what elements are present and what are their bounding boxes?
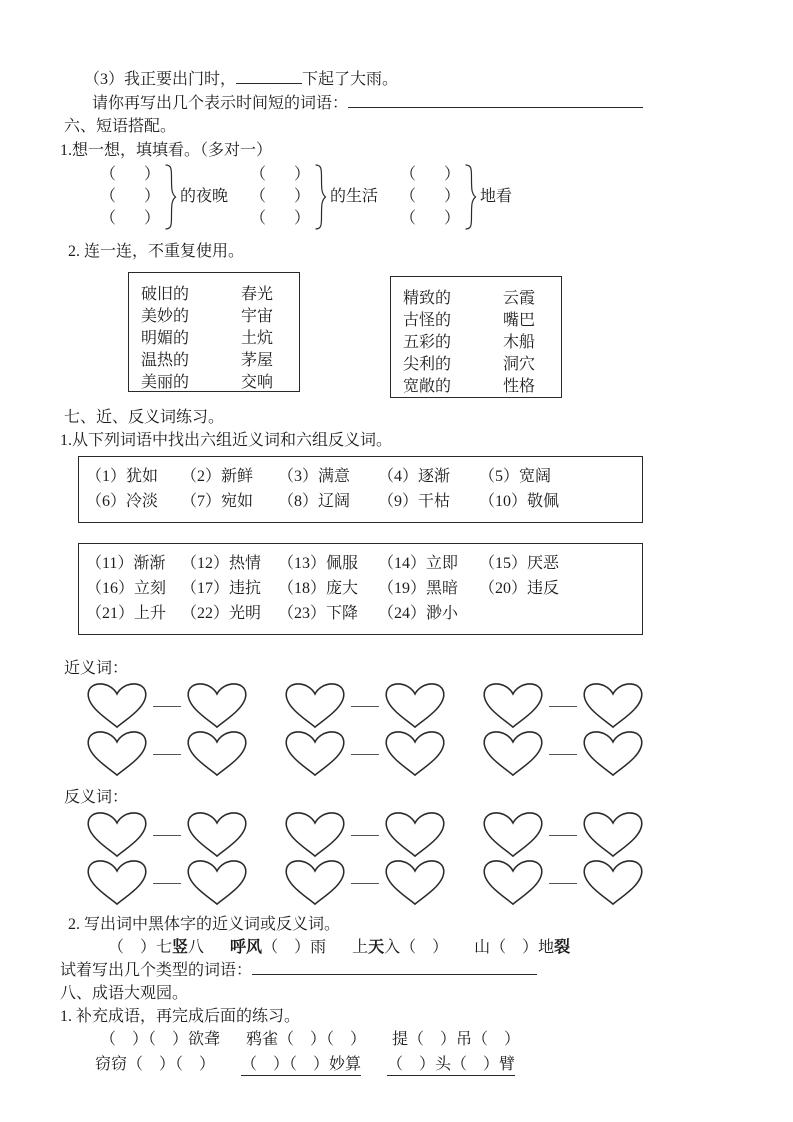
- idiom-phrase: 鸦雀（ ）（ ）: [246, 1031, 367, 1048]
- paren-column: [250, 164, 310, 230]
- match-right-word: 茅屋: [241, 352, 274, 369]
- idiom-fill-row-1: [100, 1028, 793, 1051]
- connector-line: [153, 835, 181, 836]
- word-item: （3）满意: [278, 468, 351, 485]
- matching-boxes-row: [128, 272, 793, 398]
- answer-parens: （ ）: [250, 210, 311, 227]
- rain-answer-blank: [236, 70, 302, 84]
- section6-sub1: 1.想一想，填填看。（多对一）: [60, 142, 273, 159]
- heart-pair: [281, 730, 449, 778]
- connector-line: [351, 835, 379, 836]
- heart-shape: [283, 730, 347, 778]
- match-left-word: 宽敞的: [403, 378, 452, 395]
- word-item: （12）热情: [181, 555, 262, 572]
- heart-pair: [281, 682, 449, 730]
- connector-line: [549, 883, 577, 884]
- hearts-row: [83, 859, 793, 907]
- word-item: （2）新鲜: [181, 468, 254, 485]
- idiom-phrase: 呼风（ ）雨: [230, 939, 327, 956]
- heart-pair: [83, 682, 251, 730]
- antonym-hearts-grid: [83, 811, 793, 907]
- word-item: （6）冷淡: [86, 493, 159, 510]
- match-right-word: 洞穴: [503, 356, 536, 373]
- bracket-group-look: [400, 164, 512, 230]
- section8-sub1: 1. 补充成语，再完成后面的练习。: [60, 1008, 301, 1025]
- word-item: （7）宛如: [181, 493, 254, 510]
- hearts-row: [83, 730, 793, 778]
- section7-heading: 七、近、反义词练习。: [64, 409, 225, 426]
- try-write-blank: [252, 961, 537, 975]
- heart-shape: [481, 811, 545, 859]
- word-item: （8）辽阔: [278, 493, 351, 510]
- match-left-word: 美丽的: [141, 374, 190, 391]
- match-left-word: 温热的: [141, 352, 190, 369]
- match-right-word: 木船: [503, 334, 536, 351]
- word-item: （19）黑暗: [378, 580, 459, 597]
- short-time-blank: [348, 94, 643, 108]
- connector-line: [549, 754, 577, 755]
- hearts-row: [83, 682, 793, 730]
- idiom-phrase: 提（ ）吊（ ）: [392, 1031, 521, 1048]
- heart-shape: [85, 811, 149, 859]
- heart-pair: [83, 811, 251, 859]
- synonym-label: 近义词：: [64, 660, 129, 677]
- curly-brace-icon: [463, 164, 477, 230]
- bracket-group-life: [250, 164, 378, 230]
- idiom-phrase: 上天入（ ）: [352, 939, 449, 956]
- curly-brace-icon: [313, 164, 327, 230]
- answer-parens: （ ）: [100, 188, 160, 205]
- heart-shape: [185, 730, 249, 778]
- word-item: （4）逐渐: [378, 468, 451, 485]
- word-item: （11）渐渐: [86, 555, 166, 572]
- word-bank-box-2: [78, 543, 643, 635]
- synonym-hearts-grid: [83, 682, 793, 778]
- idiom-phrase: （ ）七竖八: [108, 939, 205, 956]
- heart-shape: [481, 730, 545, 778]
- match-right-word: 土炕: [241, 330, 274, 347]
- connector-line: [351, 883, 379, 884]
- try-write-line: [60, 959, 793, 982]
- section6-heading: 六、短语搭配。: [64, 118, 177, 135]
- heart-shape: [383, 730, 447, 778]
- word-item: （9）干枯: [378, 493, 451, 510]
- match-left-word: 五彩的: [403, 334, 452, 351]
- heart-shape: [581, 859, 645, 907]
- answer-parens: （ ）: [250, 166, 311, 183]
- connector-line: [549, 706, 577, 707]
- heart-shape: [185, 811, 249, 859]
- word-item: （23）下降: [278, 605, 359, 622]
- heart-shape: [283, 859, 347, 907]
- heart-pair: [479, 811, 647, 859]
- heart-shape: [185, 682, 249, 730]
- heart-shape: [383, 811, 447, 859]
- connector-line: [351, 706, 379, 707]
- heart-shape: [283, 811, 347, 859]
- connector-line: [549, 835, 577, 836]
- heart-shape: [185, 859, 249, 907]
- idiom-phrase: （ ）（ ）欲聋: [100, 1031, 221, 1048]
- connector-line: [153, 706, 181, 707]
- heart-pair: [83, 859, 251, 907]
- match-box-2: [390, 276, 562, 398]
- word-item: （13）佩服: [278, 555, 359, 572]
- match-right-word: 性格: [503, 378, 536, 395]
- word-item: （5）宽阔: [479, 468, 552, 485]
- match-left-word: 古怪的: [403, 312, 452, 329]
- word-item: （17）违抗: [181, 580, 262, 597]
- heart-shape: [581, 682, 645, 730]
- section8-heading: 八、成语大观园。: [60, 985, 189, 1002]
- match-left-word: 美妙的: [141, 308, 190, 325]
- idiom-phrase: 山（ ）地裂: [474, 939, 571, 956]
- heart-shape: [383, 682, 447, 730]
- bold-char-idiom-line: [108, 936, 793, 959]
- idiom-phrase: 窃窃（ ）（ ）: [95, 1056, 216, 1073]
- antonym-label: 反义词：: [64, 789, 129, 806]
- word-item: （1）犹如: [86, 468, 159, 485]
- section7-sub1: 1.从下列词语中找出六组近义词和六组反义词。: [60, 432, 393, 449]
- section6-sub2: 2. 连一连，不重复使用。: [68, 243, 245, 260]
- bracket-group-night: [100, 164, 228, 230]
- bracket-groups-row: [100, 164, 793, 230]
- match-left-word: 明媚的: [141, 330, 190, 347]
- match-left-word: 破旧的: [141, 286, 190, 303]
- rain-line-prefix: （3）我正要出门时，: [84, 71, 237, 88]
- heart-pair: [83, 730, 251, 778]
- heart-shape: [85, 859, 149, 907]
- answer-parens: （ ）: [100, 210, 160, 227]
- answer-parens: （ ）: [400, 210, 461, 227]
- match-right-word: 云霞: [503, 290, 536, 307]
- word-item: （20）违反: [479, 580, 560, 597]
- heart-shape: [581, 811, 645, 859]
- bracket-label: 的生活: [330, 188, 379, 205]
- connector-line: [153, 883, 181, 884]
- idiom-phrase-underlined: （ ）（ ）妙算: [241, 1056, 361, 1076]
- heart-shape: [85, 730, 149, 778]
- idiom-fill-row-2: [95, 1053, 793, 1076]
- answer-parens: （ ）: [100, 166, 160, 183]
- paren-column: [400, 164, 460, 230]
- curly-brace-icon: [163, 164, 177, 230]
- rain-fill-line: [84, 68, 793, 91]
- answer-parens: （ ）: [250, 188, 311, 205]
- word-item: （15）厌恶: [479, 555, 560, 572]
- match-right-word: 春光: [241, 286, 274, 303]
- word-item: （21）上升: [86, 605, 167, 622]
- try-write-label: 试着写出几个类型的词语：: [60, 962, 253, 979]
- word-item: （14）立即: [378, 555, 459, 572]
- heart-shape: [383, 859, 447, 907]
- idiom-phrase-underlined: （ ）头（ ）臂: [387, 1056, 515, 1076]
- heart-shape: [85, 682, 149, 730]
- answer-parens: （ ）: [400, 166, 461, 183]
- heart-pair: [479, 682, 647, 730]
- match-right-word: 宇宙: [241, 308, 274, 325]
- answer-parens: （ ）: [400, 188, 461, 205]
- word-item: （22）光明: [181, 605, 262, 622]
- heart-pair: [479, 730, 647, 778]
- heart-pair: [479, 859, 647, 907]
- heart-pair: [281, 859, 449, 907]
- section7-sub2: 2. 写出词中黑体字的近义词或反义词。: [68, 916, 341, 933]
- connector-line: [153, 754, 181, 755]
- bracket-label: 的夜晚: [180, 188, 229, 205]
- word-item: （18）庞大: [278, 580, 359, 597]
- hearts-row: [83, 811, 793, 859]
- heart-shape: [481, 859, 545, 907]
- word-item: （24）渺小: [378, 605, 459, 622]
- word-item: （10）敬佩: [479, 493, 560, 510]
- heart-shape: [481, 682, 545, 730]
- word-item: （16）立刻: [86, 580, 167, 597]
- word-bank-box-1: [78, 456, 643, 523]
- match-box-1: [128, 272, 300, 392]
- heart-shape: [283, 682, 347, 730]
- paren-column: [100, 164, 160, 230]
- short-time-label: 请你再写出几个表示时间短的词语：: [92, 95, 349, 112]
- match-left-word: 尖利的: [403, 356, 452, 373]
- heart-pair: [281, 811, 449, 859]
- short-time-line: [92, 92, 793, 115]
- connector-line: [351, 754, 379, 755]
- bracket-label: 地看: [480, 188, 513, 205]
- heart-shape: [581, 730, 645, 778]
- match-left-word: 精致的: [403, 290, 452, 307]
- rain-line-suffix: 下起了大雨。: [302, 71, 399, 88]
- match-right-word: 交响: [241, 374, 274, 391]
- match-right-word: 嘴巴: [503, 312, 536, 329]
